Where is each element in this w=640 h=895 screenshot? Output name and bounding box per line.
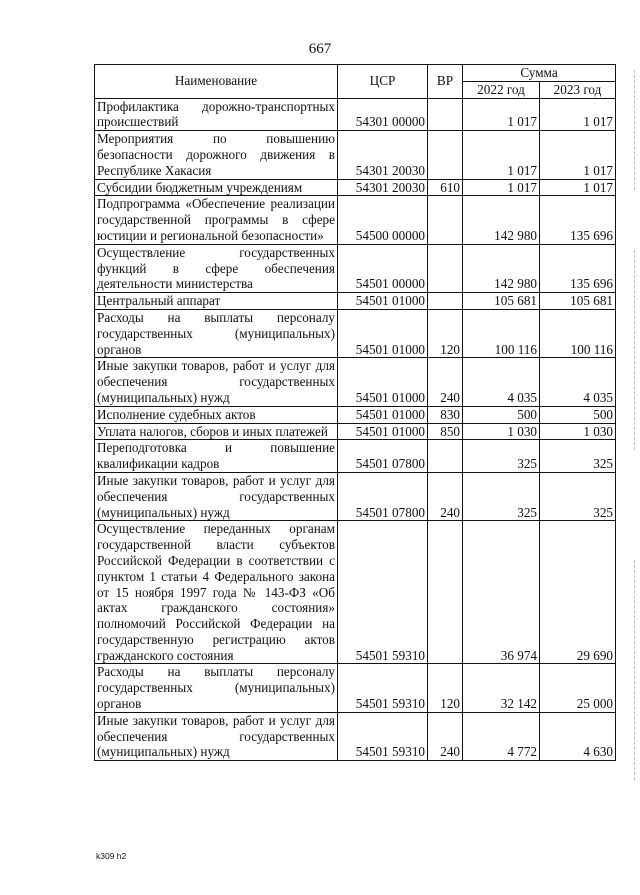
- row-name: Центральный аппарат: [95, 293, 338, 310]
- row-csr: 54501 07800: [338, 440, 428, 473]
- row-sum-2023: 1 017: [540, 131, 616, 179]
- row-csr: 54501 01000: [338, 293, 428, 310]
- row-csr: 54501 00000: [338, 244, 428, 292]
- row-sum-2023: 100 116: [540, 309, 616, 357]
- footer-code: k309 h2: [96, 851, 127, 861]
- row-sum-2022: 4 035: [463, 358, 540, 406]
- row-name: Субсидии бюджетным учреждениям: [95, 179, 338, 196]
- row-csr: 54501 59310: [338, 521, 428, 664]
- table-row: [95, 712, 616, 760]
- row-name: Расходы на выплаты персоналу государственных (муниципальных) органов: [95, 309, 338, 357]
- row-sum-2023: 500: [540, 406, 616, 423]
- row-name: Иные закупки товаров, работ и услуг для обеспечения государственных (муниципальных) нужд: [95, 712, 338, 760]
- table-row: [95, 293, 616, 310]
- row-csr: 54301 20030: [338, 131, 428, 179]
- row-sum-2023: 1 017: [540, 179, 616, 196]
- row-sum-2022: 36 974: [463, 521, 540, 664]
- row-name: Исполнение судебных актов: [95, 406, 338, 423]
- budget-table: [94, 64, 616, 761]
- row-name: Мероприятия по повышению безопасности дорожного движения в Республике Хакасия: [95, 131, 338, 179]
- row-vr: 610: [428, 179, 463, 196]
- table-row: [95, 179, 616, 196]
- row-sum-2022: 105 681: [463, 293, 540, 310]
- row-csr: 54301 00000: [338, 98, 428, 131]
- table-row: [95, 664, 616, 712]
- row-vr: [428, 98, 463, 131]
- row-sum-2023: 4 035: [540, 358, 616, 406]
- row-sum-2023: 325: [540, 440, 616, 473]
- row-vr: [428, 521, 463, 664]
- row-sum-2022: 325: [463, 472, 540, 520]
- row-csr: 54501 01000: [338, 358, 428, 406]
- row-sum-2022: 1 017: [463, 131, 540, 179]
- row-name: Осуществление государственных функций в сфере обеспечения деятельности министерства: [95, 244, 338, 292]
- row-vr: 240: [428, 358, 463, 406]
- row-sum-2022: 32 142: [463, 664, 540, 712]
- row-sum-2022: 1 017: [463, 179, 540, 196]
- row-csr: 54501 01000: [338, 423, 428, 440]
- row-csr: 54501 59310: [338, 664, 428, 712]
- row-csr: 54501 07800: [338, 472, 428, 520]
- row-csr: 54501 59310: [338, 712, 428, 760]
- row-sum-2022: 500: [463, 406, 540, 423]
- table-row: [95, 309, 616, 357]
- row-vr: 240: [428, 712, 463, 760]
- table-header: [95, 65, 616, 99]
- table-row: [95, 244, 616, 292]
- table-row: [95, 406, 616, 423]
- row-sum-2023: 4 630: [540, 712, 616, 760]
- header-csr: ЦСР: [338, 65, 428, 99]
- table-row: [95, 423, 616, 440]
- row-sum-2022: 4 772: [463, 712, 540, 760]
- row-sum-2022: 1 017: [463, 98, 540, 131]
- row-vr: 120: [428, 309, 463, 357]
- header-name: Наименование: [95, 65, 338, 99]
- row-name: Профилактика дорожно-транспортных происшествий: [95, 98, 338, 131]
- row-sum-2022: 142 980: [463, 196, 540, 244]
- table-row: [95, 358, 616, 406]
- row-csr: 54501 01000: [338, 309, 428, 357]
- row-sum-2023: 1 030: [540, 423, 616, 440]
- row-name: Расходы на выплаты персоналу государственных (муниципальных) органов: [95, 664, 338, 712]
- row-vr: [428, 440, 463, 473]
- row-vr: 120: [428, 664, 463, 712]
- row-sum-2023: 325: [540, 472, 616, 520]
- row-name: Уплата налогов, сборов и иных платежей: [95, 423, 338, 440]
- row-sum-2022: 1 030: [463, 423, 540, 440]
- row-sum-2023: 1 017: [540, 98, 616, 131]
- table-row: [95, 196, 616, 244]
- table-row: [95, 521, 616, 664]
- scan-edge-mark: [634, 70, 636, 190]
- row-name: Иные закупки товаров, работ и услуг для обеспечения государственных (муниципальных) нужд: [95, 358, 338, 406]
- row-vr: [428, 131, 463, 179]
- row-vr: 850: [428, 423, 463, 440]
- header-year-2022: 2022 год: [463, 81, 540, 98]
- header-vr: ВР: [428, 65, 463, 99]
- header-year-2023: 2023 год: [540, 81, 616, 98]
- row-sum-2022: 325: [463, 440, 540, 473]
- header-sum: Сумма: [463, 65, 616, 82]
- row-name: Осуществление переданных органам государственной власти субъектов Российской Федерации в соответствии с пунктом 1 статьи 4 Федерального закона от 15 ноября 1997 года № 143-ФЗ «Об актах гражданского состояния» полномочий Российской Федерации на государственную регистрацию актов гражданского состояния: [95, 521, 338, 664]
- row-csr: 54500 00000: [338, 196, 428, 244]
- table-row: [95, 131, 616, 179]
- page-number: 667: [308, 41, 332, 57]
- row-sum-2023: 25 000: [540, 664, 616, 712]
- row-vr: 240: [428, 472, 463, 520]
- row-vr: [428, 196, 463, 244]
- row-csr: 54501 01000: [338, 406, 428, 423]
- row-sum-2023: 105 681: [540, 293, 616, 310]
- row-name: Иные закупки товаров, работ и услуг для обеспечения государственных (муниципальных) нужд: [95, 472, 338, 520]
- table-body: [95, 98, 616, 761]
- row-csr: 54301 20030: [338, 179, 428, 196]
- row-sum-2022: 100 116: [463, 309, 540, 357]
- scan-edge-mark: [634, 250, 636, 450]
- row-name: Переподготовка и повышение квалификации кадров: [95, 440, 338, 473]
- row-sum-2023: 135 696: [540, 244, 616, 292]
- row-vr: [428, 244, 463, 292]
- table-row: [95, 98, 616, 131]
- table-row: [95, 440, 616, 473]
- row-vr: [428, 293, 463, 310]
- row-sum-2022: 142 980: [463, 244, 540, 292]
- row-sum-2023: 29 690: [540, 521, 616, 664]
- row-sum-2023: 135 696: [540, 196, 616, 244]
- row-vr: 830: [428, 406, 463, 423]
- row-name: Подпрограмма «Обеспечение реализации государственной программы в сфере юстиции и региональной безопасности»: [95, 196, 338, 244]
- scan-edge-mark: [634, 560, 636, 780]
- table-row: [95, 472, 616, 520]
